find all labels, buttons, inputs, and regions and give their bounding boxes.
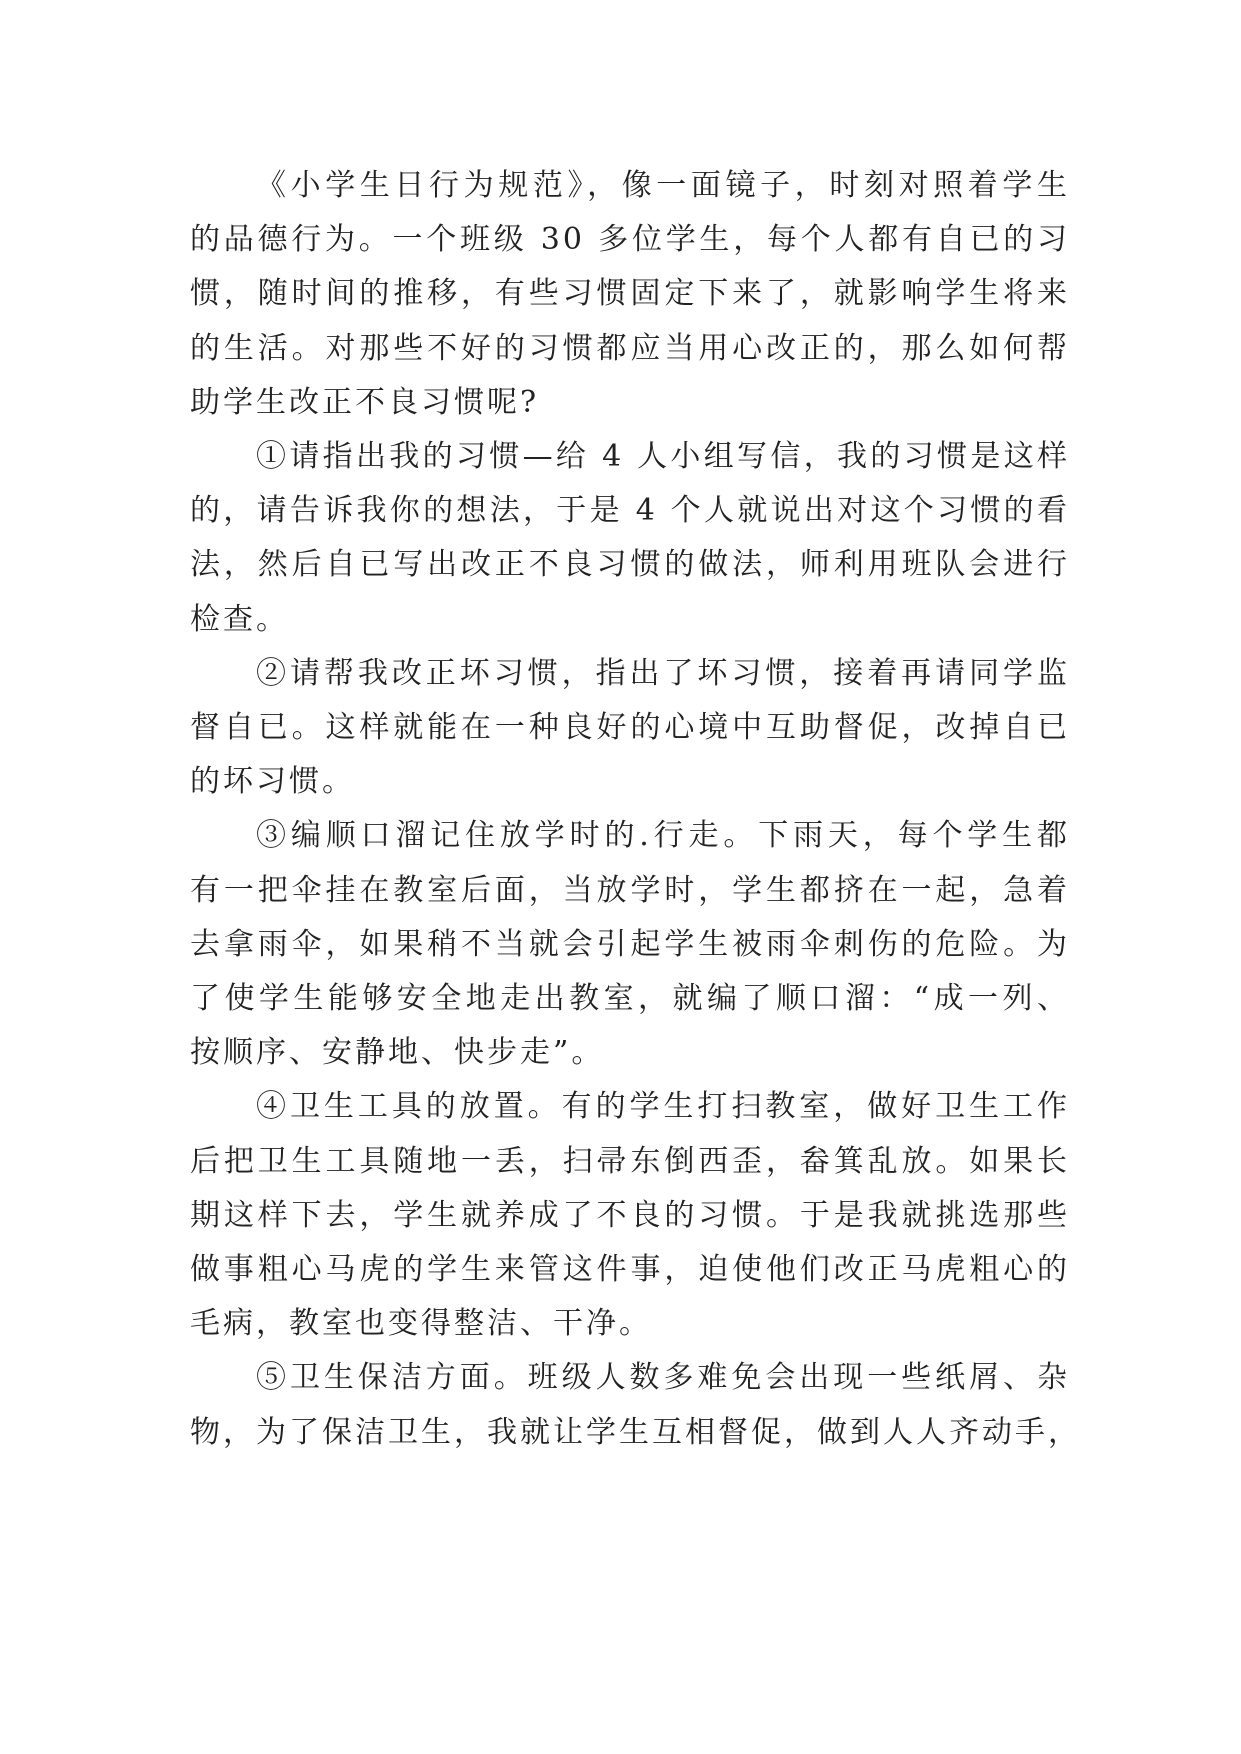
paragraph-item-3	[190, 809, 1070, 1080]
text-line: 检查。	[190, 601, 289, 637]
paragraph-item-2	[190, 647, 1070, 810]
text-line: ②请帮我改正坏习惯，指出了坏习惯，接着再请同学监	[256, 655, 1070, 691]
text-line: 督自已。这样就能在一种良好的心境中互助督促，改掉自已	[190, 710, 1070, 746]
paragraph-item-5	[190, 1351, 1081, 1459]
text-line: 后把卫生工具随地一丢，扫帚东倒西歪，畚箕乱放。如果长	[190, 1143, 1070, 1179]
text-line: 的坏习惯。	[190, 764, 355, 800]
text-line: ④卫生工具的放置。有的学生打扫教室，做好卫生工作	[256, 1089, 1070, 1125]
paragraph-intro	[190, 159, 1070, 430]
text-line: 了使学生能够安全地走出教室，就编了顺口溜：“成一列、	[190, 981, 1070, 1017]
text-line: ③编顺口溜记住放学时的.行走。下雨天，每个学生都	[256, 818, 1070, 854]
text-line: 法，然后自已写出改正不良习惯的做法，师利用班队会进行	[190, 547, 1070, 583]
text-line: 的生活。对那些不好的习惯都应当用心改正的，那么如何帮	[190, 330, 1070, 366]
text-line: 助学生改正不良习惯呢?	[190, 384, 540, 420]
text-line: 毛病，教室也变得整洁、干净。	[190, 1306, 652, 1342]
paragraph-item-4	[190, 1080, 1070, 1351]
document-body	[190, 159, 1081, 1460]
text-line: 做事粗心马虎的学生来管这件事，迫使他们改正马虎粗心的	[190, 1252, 1070, 1288]
text-line: 去拿雨伞，如果稍不当就会引起学生被雨伞刺伤的危险。为	[190, 926, 1070, 962]
text-line: ①请指出我的习惯—给 4 人小组写信，我的习惯是这样	[256, 439, 1070, 475]
paragraph-item-1	[190, 430, 1070, 647]
text-line: 《小学生日行为规范》，像一面镜子，时刻对照着学生	[256, 168, 1070, 203]
text-line: 的，请告诉我你的想法，于是 4 个人就说出对这个习惯的看	[190, 493, 1070, 529]
text-line: 期这样下去，学生就养成了不良的习惯。于是我就挑选那些	[190, 1197, 1070, 1233]
text-line: ⑤卫生保洁方面。班级人数多难免会出现一些纸屑、杂	[256, 1360, 1070, 1396]
text-line: 物，为了保洁卫生，我就让学生互相督促，做到人人齐动手，	[190, 1414, 1081, 1450]
text-line: 惯，随时间的推移，有些习惯固定下来了，就影响学生将来	[190, 276, 1070, 312]
text-line: 有一把伞挂在教室后面，当放学时，学生都挤在一起，急着	[190, 872, 1070, 908]
text-line: 按顺序、安静地、快步走”。	[190, 1035, 605, 1071]
text-line: 的品德行为。一个班级 30 多位学生，每个人都有自已的习	[190, 222, 1070, 258]
